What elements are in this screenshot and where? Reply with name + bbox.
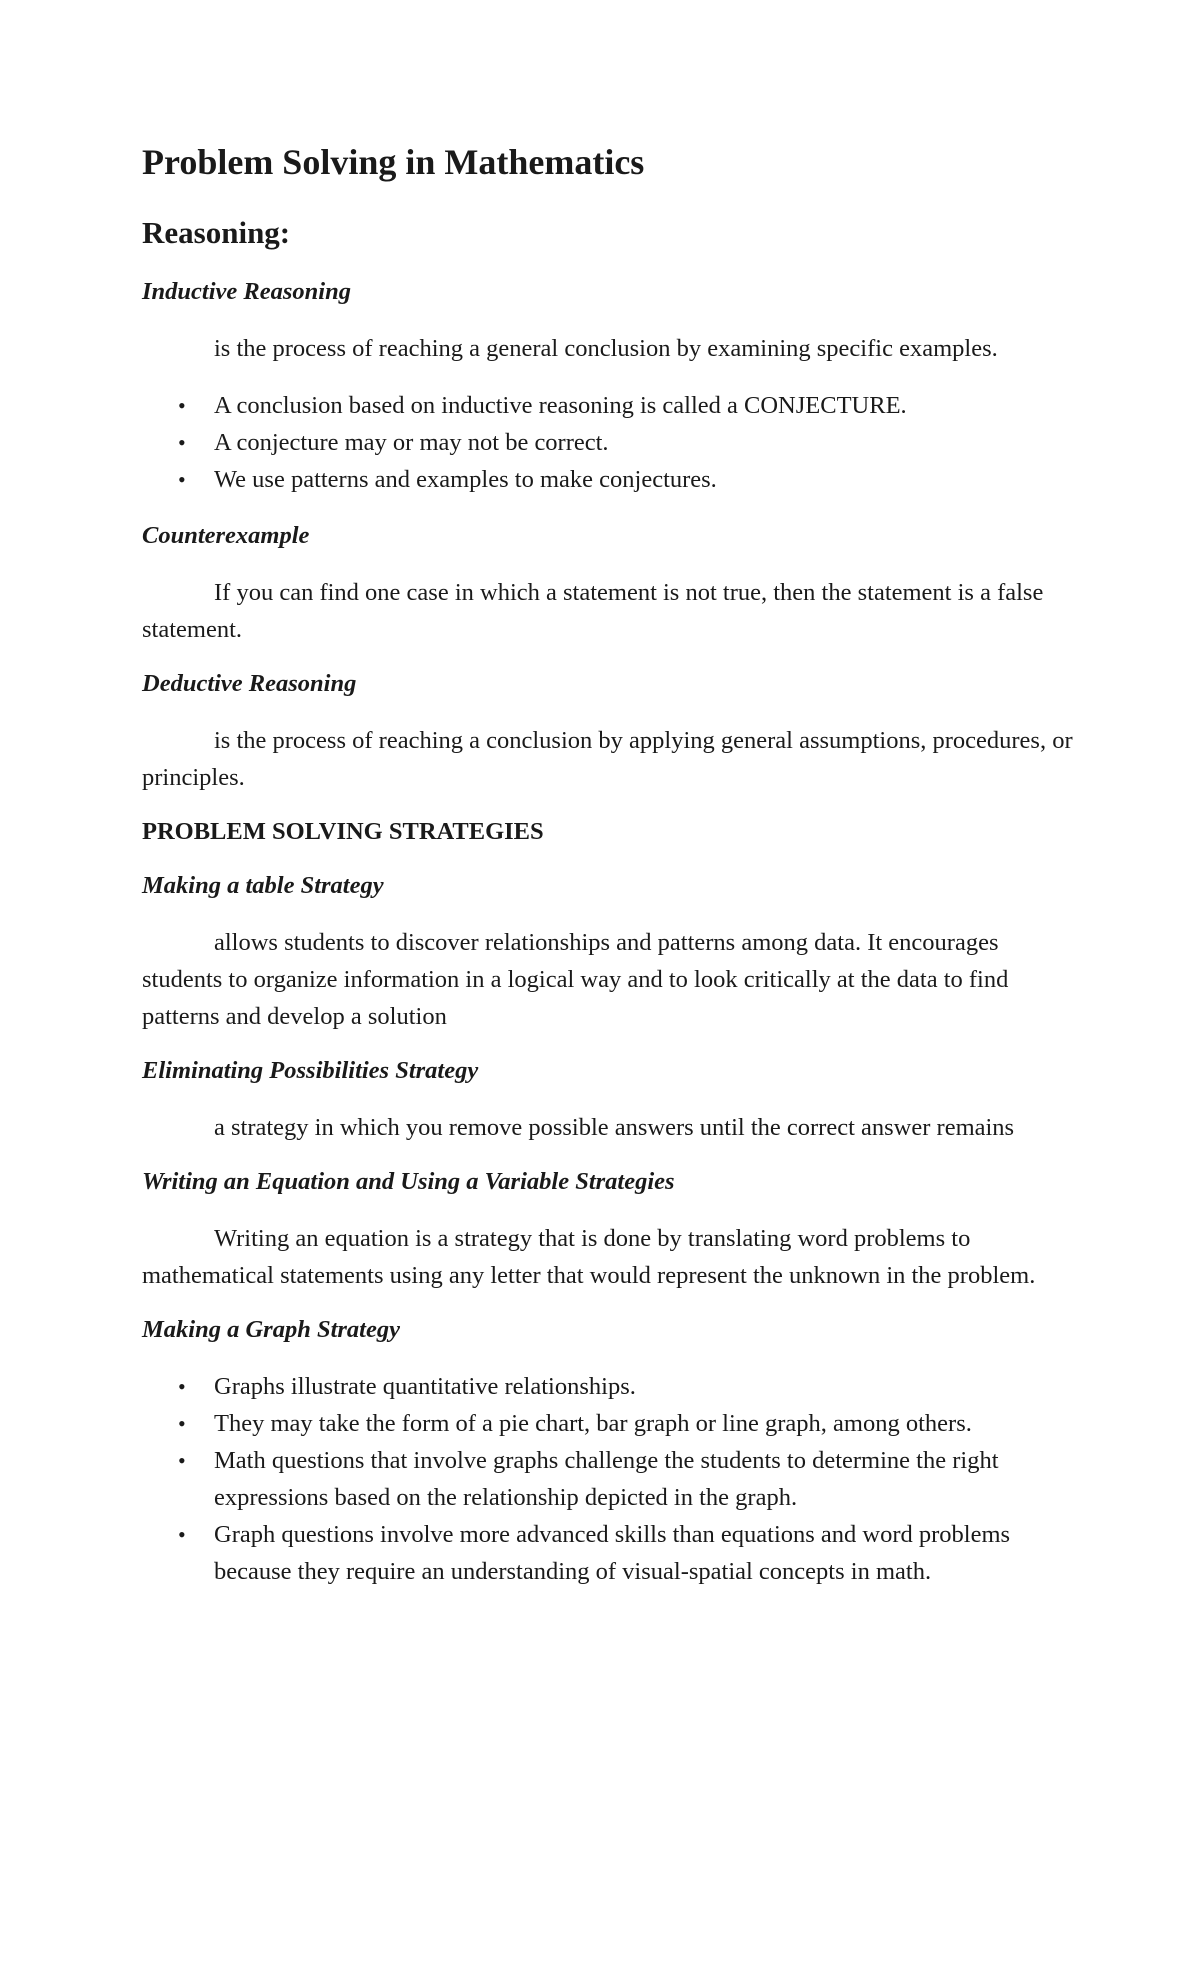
list-item-text: A conjecture may or may not be correct. [214, 429, 609, 456]
list-item [142, 1516, 1082, 1590]
page-title: Problem Solving in Mathematics [142, 142, 645, 182]
definition-inductive-reasoning: is the process of reaching a general conclusion by examining specific examples. [214, 335, 998, 362]
definition-deductive-reasoning: is the process of reaching a conclusion by applying general assumptions, procedures, or principles. [142, 727, 1073, 791]
heading-inductive-reasoning: Inductive Reasoning [142, 278, 351, 305]
heading-deductive-reasoning: Deductive Reasoning [142, 670, 357, 697]
list-item [142, 387, 1082, 424]
list-item-text: Graph questions involve more advanced skills than equations and word problems because they require an understanding of visual-spatial concepts in math. [214, 1521, 1011, 1585]
document-body [142, 140, 1082, 1612]
list-item-text: We use patterns and examples to make conjectures. [214, 466, 717, 493]
list-item-text: They may take the form of a pie chart, bar graph or line graph, among others. [214, 1410, 972, 1437]
heading-counterexample: Counterexample [142, 522, 310, 549]
graph-bullet-list [142, 1368, 1082, 1590]
inductive-bullet-list [142, 387, 1082, 498]
list-item-text: Math questions that involve graphs challenge the students to determine the right expressions based on the relationship depicted in the graph. [214, 1447, 999, 1511]
section-heading-reasoning: Reasoning: [142, 215, 291, 250]
bullet-icon: • [178, 393, 186, 418]
heading-eliminating-strategy: Eliminating Possibilities Strategy [142, 1057, 479, 1084]
list-item [142, 1405, 1082, 1442]
list-item [142, 461, 1082, 498]
heading-equation-strategy: Writing an Equation and Using a Variable Strategies [142, 1168, 675, 1195]
definition-counterexample: If you can find one case in which a statement is not true, then the statement is a false statement. [142, 579, 1044, 643]
heading-table-strategy: Making a table Strategy [142, 872, 384, 899]
heading-graph-strategy: Making a Graph Strategy [142, 1316, 400, 1343]
list-item [142, 424, 1082, 461]
bullet-icon: • [178, 430, 186, 455]
list-item-text: Graphs illustrate quantitative relationships. [214, 1373, 636, 1400]
section-heading-strategies: PROBLEM SOLVING STRATEGIES [142, 818, 544, 845]
bullet-icon: • [178, 1411, 186, 1436]
definition-table-strategy: allows students to discover relationships and patterns among data. It encourages students to organize information in a logical way and to look critically at the data to find patterns and develop a solution [142, 929, 1009, 1030]
bullet-icon: • [178, 467, 186, 492]
list-item [142, 1368, 1082, 1405]
bullet-icon: • [178, 1448, 186, 1473]
bullet-icon: • [178, 1374, 186, 1399]
bullet-icon: • [178, 1522, 186, 1547]
definition-equation-strategy: Writing an equation is a strategy that is done by translating word problems to mathematical statements using any letter that would represent the unknown in the problem. [142, 1225, 1036, 1289]
list-item [142, 1442, 1082, 1516]
definition-eliminating-strategy: a strategy in which you remove possible answers until the correct answer remains [214, 1114, 1015, 1141]
list-item-text: A conclusion based on inductive reasoning is called a CONJECTURE. [214, 392, 907, 419]
